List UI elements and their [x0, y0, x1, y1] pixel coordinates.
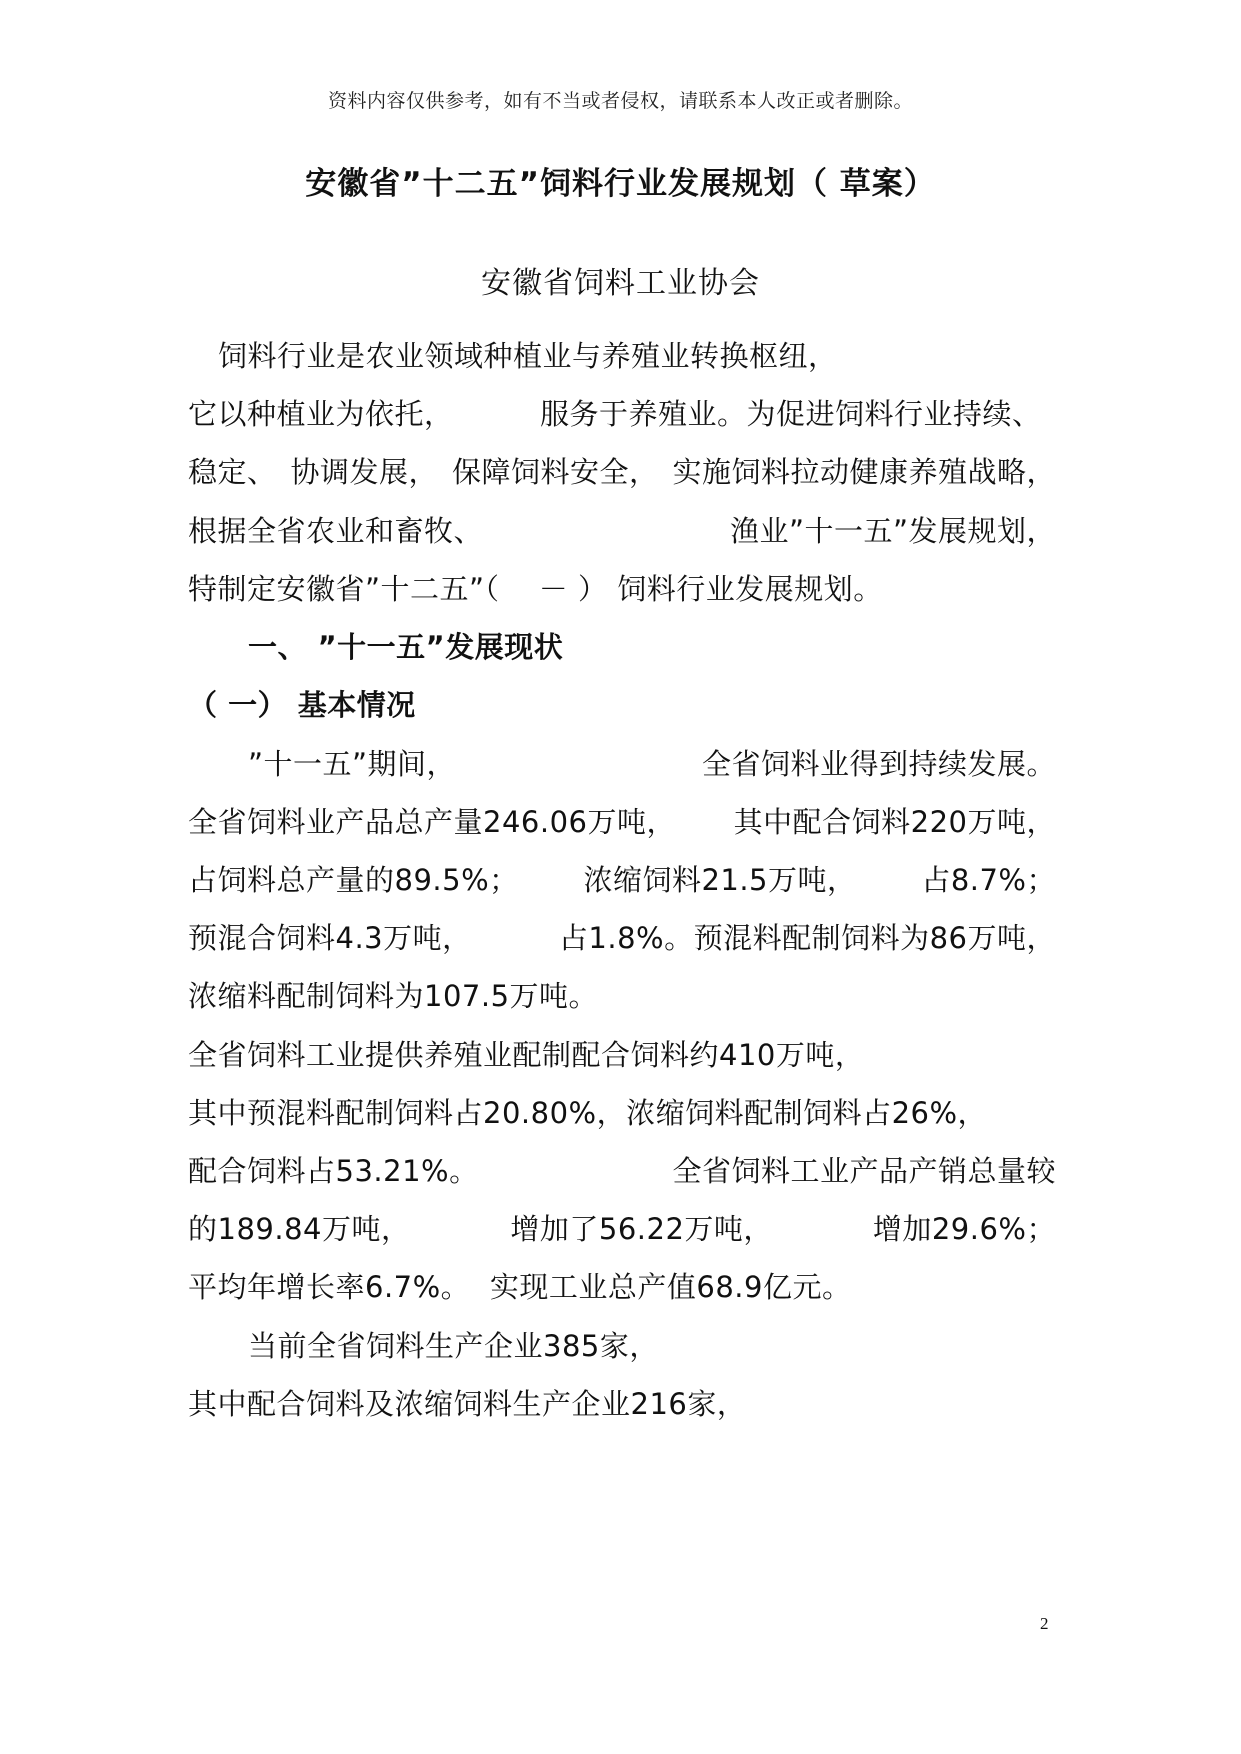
para-line-4a: 预混合饲料4.3万吨，: [188, 921, 472, 955]
para-line-9a: 的189.84万吨，: [188, 1212, 411, 1246]
section-1-heading: 一、 ”十一五”发展现状: [248, 630, 564, 664]
intro-line-1: 饲料行业是农业领域种植业与养殖业转换枢纽，: [218, 339, 838, 373]
para-line-4: [188, 916, 1056, 957]
para-line-12: 其中配合饲料及浓缩饲料生产企业216家，: [188, 1387, 747, 1421]
para-line-11: 当前全省饲料生产企业385家，: [248, 1329, 659, 1363]
intro-line-5: 特制定安徽省”十二五”（ － ） 饲料行业发展规划。: [188, 572, 883, 606]
para-line-1a: ”十一五”期间，: [248, 747, 457, 781]
para-line-9b: 增加了56.22万吨，: [510, 1212, 773, 1246]
intro-line-3b: 协调发展，: [290, 455, 438, 489]
para-line-1b: 全省饲料业得到持续发展。: [701, 747, 1056, 781]
para-line-3b: 浓缩饲料21.5万吨，: [583, 863, 857, 897]
para-line-3a: 占饲料总产量的89.5%；: [188, 863, 519, 897]
subsection-1-heading: （ 一） 基本情况: [188, 688, 416, 722]
intro-line-3c: 保障饲料安全，: [451, 455, 659, 489]
para-line-7: 其中预混料配制饲料占20.80%，浓缩饲料配制饲料占26%，: [188, 1096, 988, 1130]
para-line-1: [248, 742, 1056, 783]
para-line-3c: 占8.7%；: [921, 863, 1056, 897]
para-line-6: 全省饲料工业提供养殖业配制配合饲料约410万吨，: [188, 1038, 865, 1072]
para-line-2a: 全省饲料业产品总产量246.06万吨，: [188, 805, 676, 839]
para-line-9c: 增加29.6%；: [872, 1212, 1056, 1246]
document-title: 安徽省”十二五”饲料行业发展规划（ 草案）: [305, 166, 936, 202]
intro-line-2: [188, 392, 1042, 433]
intro-line-4: [188, 509, 1056, 550]
intro-line-3d: 实施饲料拉动健康养殖战略，: [672, 455, 1056, 489]
para-line-2b: 其中配合饲料220万吨，: [733, 805, 1056, 839]
para-line-8a: 配合饲料占53.21%。: [188, 1154, 479, 1188]
para-line-8: [188, 1149, 1056, 1190]
intro-line-4a: 根据全省农业和畜牧、: [188, 514, 484, 548]
page-number: 2: [1040, 1614, 1049, 1633]
disclaimer-header: 资料内容仅供参考，如有不当或者侵权，请联系本人改正或者删除。: [327, 90, 913, 112]
para-line-5: 浓缩料配制饲料为107.5万吨。: [188, 979, 599, 1013]
para-line-10: [188, 1265, 851, 1306]
document-author: 安徽省饲料工业协会: [481, 266, 760, 301]
intro-line-4b: 渔业”十一五”发展规划，: [729, 514, 1056, 548]
para-line-2: [188, 800, 1056, 841]
intro-line-3: [188, 450, 1056, 491]
intro-line-2b: 服务于养殖业。为促进饲料行业持续、: [540, 397, 1042, 431]
para-line-4b: 占1.8%。预混料配制饲料为86万吨，: [558, 921, 1056, 955]
intro-line-3a: 稳定、: [188, 455, 277, 489]
para-line-8b: 全省饲料工业产品产销总量较: [672, 1154, 1056, 1188]
para-line-10a: 平均年增长率6.7%。: [188, 1270, 471, 1304]
para-line-9: [188, 1207, 1056, 1248]
para-line-10b: 实现工业总产值68.9亿元。: [489, 1270, 852, 1304]
para-line-3: [188, 858, 1056, 899]
intro-line-2a: 它以种植业为依托，: [188, 397, 454, 431]
